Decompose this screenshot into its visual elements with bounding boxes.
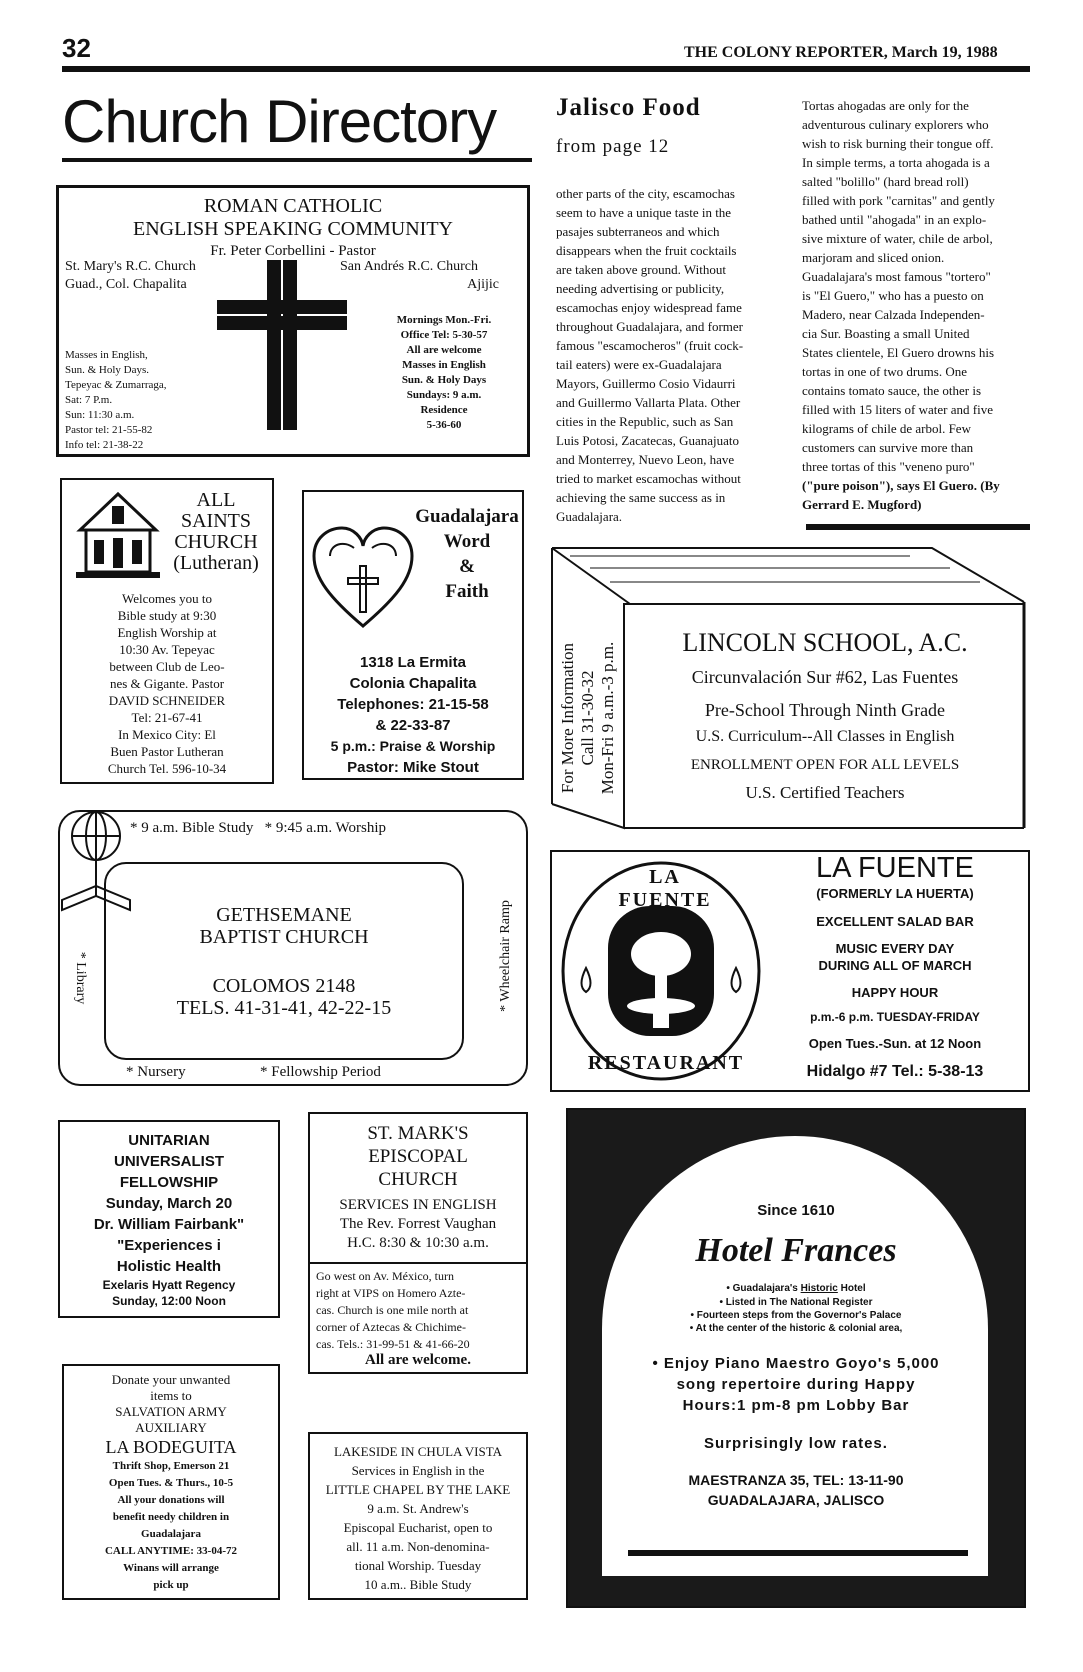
unitarian-small-line: Sunday, 12:00 Noon — [112, 1294, 226, 1308]
article-col1-line: are taken above ground. Without — [556, 262, 726, 277]
hotel-bottom-rule — [628, 1550, 968, 1556]
la-fuente-hours: p.m.-6 p.m. TUESDAY-FRIDAY — [810, 1010, 980, 1024]
st-marks-direction: right at VIPS on Homero Azte- — [316, 1286, 466, 1300]
la-fuente-name: LA FUENTE — [816, 852, 974, 884]
article-col2-line: contains tomato sauce, the other is — [802, 383, 982, 398]
masthead-rule — [62, 66, 1030, 72]
word-faith-ad — [302, 490, 524, 780]
all-saints-line: nes & Gigante. Pastor — [109, 676, 225, 691]
bodeguita-line: Thrift Shop, Emerson 21 — [112, 1460, 230, 1472]
all-saints-line: 10:30 Av. Tepeyac — [119, 642, 215, 657]
all-saints-line: between Club de Leo- — [109, 659, 225, 674]
st-marks-ad — [308, 1112, 528, 1374]
la-fuente-ad — [550, 850, 1030, 1092]
page-number: 32 — [62, 33, 91, 63]
hotel-bullet: • At the center of the historic & colonial area, — [689, 1323, 903, 1334]
article-col1-line: achieving the same success as in — [556, 490, 726, 505]
la-fuente-address: Hidalgo #7 Tel.: 5-38-13 — [806, 1063, 984, 1080]
lincoln-grades: Pre-School Through Ninth Grade — [704, 700, 946, 720]
paper-date: THE COLONY REPORTER, March 19, 1988 — [684, 44, 998, 61]
article-col2-line: Madero, near Calzada Independen- — [802, 307, 985, 322]
rc-right-line: 5-36-60 — [426, 419, 462, 431]
article-headline: Jalisco Food — [556, 94, 701, 121]
cross-icon — [217, 260, 347, 430]
lincoln-teachers: U.S. Certified Teachers — [745, 783, 905, 802]
la-fuente-music2: DURING ALL OF MARCH — [818, 958, 972, 973]
article-col1-line: and Guillermo Vallarta Plata. Other — [556, 395, 741, 410]
lincoln-side-line: Mon-Fri 9 a.m.-3 p.m. — [598, 641, 617, 795]
gethsemane-address: TELS. 41-31-41, 42-22-15 — [176, 997, 392, 1019]
bodeguita-name: LA BODEGUITA — [105, 1437, 237, 1457]
all-saints-line: Bible study at 9:30 — [117, 608, 217, 623]
gethsemane-fellowship: * Fellowship Period — [260, 1064, 381, 1080]
all-saints-line: Church Tel. 596-10-34 — [107, 761, 227, 776]
rc-right-line: Sun. & Holy Days — [401, 374, 487, 386]
all-saints-line: Welcomes you to — [122, 591, 212, 606]
word-faith-line: 5 p.m.: Praise & Worship — [330, 738, 496, 754]
st-marks-welcome: All are welcome. — [365, 1352, 471, 1368]
unitarian-small-line: Exelaris Hyatt Regency — [102, 1278, 236, 1292]
word-faith-line: Colonia Chapalita — [349, 675, 477, 692]
article-col1-line: Guadalajara. — [556, 509, 623, 524]
hotel-piano: Hours:1 pm-8 pm Lobby Bar — [682, 1397, 910, 1414]
rc-pastor: Fr. Peter Corbellini - Pastor — [210, 243, 376, 259]
lakeside-line: all. 11 a.m. Non-denomina- — [346, 1539, 490, 1554]
hotel-piano: • Enjoy Piano Maestro Goyo's 5,000 — [652, 1355, 940, 1372]
st-marks-direction: cas. Tels.: 31-99-51 & 41-66-20 — [316, 1337, 470, 1351]
hotel-bullet: • Listed in The National Register — [719, 1297, 873, 1308]
la-fuente-open: Open Tues.-Sun. at 12 Noon — [808, 1036, 982, 1051]
lakeside-line: LAKESIDE IN CHULA VISTA — [333, 1444, 503, 1459]
directory-title-rule — [62, 158, 532, 162]
article-col2-line: bathed until "ahogada" in an explo- — [802, 212, 987, 227]
article-col1-line: Luis Potosi, Zacatecas, Guanajuato — [556, 433, 740, 448]
st-marks-divider — [310, 1262, 526, 1264]
st-marks-title: EPISCOPAL — [368, 1146, 468, 1167]
all-saints-title: ALL — [196, 489, 236, 511]
la-fuente-logo-top: LA FUENTE — [618, 866, 712, 911]
all-saints-line: Buen Pastor Lutheran — [110, 744, 224, 759]
rc-heading-2: ENGLISH SPEAKING COMMUNITY — [133, 218, 453, 240]
st-marks-direction: corner of Aztecas & Chichime- — [316, 1320, 466, 1334]
article-col2-line: three tortas of this "veneno puro" — [802, 459, 975, 474]
article-col1-line: Mayors, Guillermo Cosio Vidaurri — [556, 376, 736, 391]
st-marks-services: H.C. 8:30 & 10:30 a.m. — [347, 1235, 489, 1251]
gethsemane-top-line: * 9 a.m. Bible Study * 9:45 a.m. Worship — [130, 820, 387, 836]
lincoln-school-ad — [550, 546, 1030, 836]
roman-catholic-ad — [56, 185, 530, 457]
article-col1-line: throughout Guadalajara, and former — [556, 319, 743, 334]
la-fuente-salad: EXCELLENT SALAD BAR — [816, 914, 974, 929]
rc-heading-1: ROMAN CATHOLIC — [203, 195, 383, 217]
article-col1-line: other parts of the city, escamochas — [556, 186, 735, 201]
all-saints-line: English Worship at — [117, 625, 217, 640]
heart-cross-icon — [310, 522, 416, 632]
bodeguita-line: SALVATION ARMY — [115, 1404, 227, 1419]
unitarian-line: FELLOWSHIP — [119, 1174, 219, 1191]
lakeside-line: tional Worship. Tuesday — [354, 1558, 482, 1573]
rc-right-church: San Andrés R.C. Church — [339, 259, 479, 274]
bodeguita-line: Winans will arrange — [123, 1562, 219, 1574]
lakeside-line: 10 a.m.. Bible Study — [364, 1577, 472, 1592]
unitarian-line: UNITARIAN — [128, 1132, 210, 1149]
hotel-address2: GUADALAJARA, JALISCO — [707, 1492, 885, 1508]
word-faith-line: & 22-33-87 — [375, 717, 451, 734]
lincoln-enrollment: ENROLLMENT OPEN FOR ALL LEVELS — [690, 757, 960, 773]
article-col2-line: marjoram and sliced onion. — [802, 250, 945, 265]
lakeside-line: Episcopal Eucharist, open to — [343, 1520, 493, 1535]
article-col1-line: disappears when the fruit cocktails — [556, 243, 737, 258]
bodeguita-line: Guadalajara — [141, 1528, 201, 1540]
word-faith-title: Guadalajara — [415, 506, 519, 527]
article-col2-line: adventurous culinary explorers who — [802, 117, 989, 132]
bodeguita-line: CALL ANYTIME: 33-04-72 — [104, 1545, 237, 1557]
lincoln-side-line: For More Information — [558, 642, 577, 794]
rc-left-line: Sun. & Holy Days. — [65, 364, 150, 376]
all-saints-line: In Mexico City: El — [118, 727, 216, 742]
unitarian-line: Dr. William Fairbank" — [93, 1216, 245, 1233]
article-col1-line: and Monterrey, Nuevo Leon, have — [556, 452, 735, 467]
la-fuente-formerly: (FORMERLY LA HUERTA) — [816, 886, 974, 901]
bodeguita-line: benefit needy children in — [112, 1511, 230, 1523]
all-saints-line: DAVID SCHNEIDER — [108, 693, 226, 708]
lakeside-line: 9 a.m. St. Andrew's — [367, 1501, 469, 1516]
word-faith-title: Faith — [445, 581, 489, 602]
rc-right-location: Ajijic — [467, 277, 499, 292]
article-col1-line: escamochas enjoy widespread fame — [556, 300, 742, 315]
la-fuente-happy: HAPPY HOUR — [851, 985, 939, 1000]
lakeside-ad — [308, 1432, 528, 1600]
article-col2-line: wish to risk burning their tongue off. — [802, 136, 994, 151]
unitarian-line: Sunday, March 20 — [105, 1195, 233, 1212]
gethsemane-address: COLOMOS 2148 — [212, 975, 356, 997]
article-col2-line: tortas in one of two drums. One — [802, 364, 968, 379]
article-col1-line: tried to market escamochas without — [556, 471, 741, 486]
all-saints-title: SAINTS — [180, 510, 251, 532]
bodeguita-line: pick up — [153, 1579, 189, 1591]
article-end-rule — [806, 524, 1030, 530]
word-faith-line: Pastor: Mike Stout — [347, 759, 479, 776]
bodeguita-ad — [62, 1364, 280, 1600]
bodeguita-line: Open Tues. & Thurs., 10-5 — [108, 1477, 234, 1489]
word-faith-title: & — [459, 556, 475, 577]
rc-left-line: Pastor tel: 21-55-82 — [65, 424, 153, 436]
gethsemane-nursery: * Nursery — [126, 1064, 186, 1080]
article-col2-line: Tortas ahogadas are only for the — [802, 98, 969, 113]
hotel-since: Since 1610 — [757, 1202, 835, 1219]
article-col2-line: filled with 15 liters of water and five — [802, 402, 993, 417]
all-saints-line: Tel: 21-67-41 — [131, 710, 203, 725]
rc-left-line: Sun: 11:30 a.m. — [65, 409, 135, 421]
unitarian-line: "Experiences i — [117, 1237, 221, 1254]
lincoln-address: Circunvalación Sur #62, Las Fuentes — [691, 667, 959, 687]
st-marks-title: CHURCH — [378, 1169, 458, 1190]
st-marks-direction: Go west on Av. México, turn — [316, 1269, 454, 1283]
gethsemane-name: GETHSEMANE — [216, 904, 352, 926]
lakeside-line: Services in English in the — [351, 1463, 485, 1478]
bodeguita-line: items to — [150, 1388, 192, 1403]
article-col2-line: Guadalajara's most famous "tortero" — [802, 269, 991, 284]
rc-left-line: Tepeyac & Zumarraga, — [65, 379, 167, 391]
rc-left-line: Info tel: 21-38-22 — [65, 439, 144, 451]
unitarian-ad — [58, 1120, 280, 1318]
article-col1-line: seem to have a unique taste in the — [556, 205, 732, 220]
rc-left-church: St. Mary's R.C. Church — [65, 259, 196, 274]
article-col2-line: ("pure poison"), says El Guero. (By — [802, 478, 1000, 493]
hotel-name: Hotel Frances — [695, 1232, 897, 1269]
gethsemane-inner-frame — [104, 862, 464, 1060]
bodeguita-line: All your donations will — [117, 1494, 225, 1506]
word-faith-title: Word — [443, 531, 491, 552]
article-col2-line: sive mixture of water, chile de arbol, — [802, 231, 993, 246]
article-subhead: from page 12 — [556, 136, 670, 157]
bodeguita-line: Donate your unwanted — [111, 1372, 231, 1387]
gethsemane-ad — [58, 810, 528, 1086]
word-faith-line: Telephones: 21-15-58 — [337, 696, 489, 713]
rc-right-line: Sundays: 9 a.m. — [406, 389, 482, 401]
article-col1-line: needing advertising or publicity, — [556, 281, 725, 296]
article-col2-line: salted "bolillo" (hard bread roll) — [802, 174, 969, 189]
rc-right-line: Masses in English — [402, 359, 486, 371]
rc-right-line: All are welcome — [406, 344, 482, 356]
bodeguita-line: AUXILIARY — [135, 1420, 207, 1435]
hotel-piano: song repertoire during Happy — [676, 1376, 916, 1393]
lincoln-curriculum: U.S. Curriculum--All Classes in English — [695, 728, 955, 745]
st-marks-title: ST. MARK'S — [367, 1123, 469, 1144]
unitarian-line: Holistic Health — [116, 1258, 222, 1275]
lincoln-name: LINCOLN SCHOOL, A.C. — [682, 628, 968, 657]
hotel-rates: Surprisingly low rates. — [704, 1435, 888, 1452]
la-fuente-music1: MUSIC EVERY DAY — [835, 941, 955, 956]
all-saints-title: CHURCH — [174, 531, 258, 553]
article-col2-line: In simple terms, a torta ahogada is a — [802, 155, 990, 170]
article-col2-line: filled with pork "carnitas" and gently — [802, 193, 995, 208]
rc-right-line: Office Tel: 5-30-57 — [400, 329, 488, 341]
lakeside-line: LITTLE CHAPEL BY THE LAKE — [325, 1482, 511, 1497]
lincoln-side-line: Call 31-30-32 — [578, 670, 597, 766]
article-col1-line: cities in the Republic, such as San — [556, 414, 734, 429]
la-fuente-logo-bottom: RESTAURANT — [587, 1052, 745, 1074]
gethsemane-library: * Library — [73, 951, 88, 1005]
hotel-address1: MAESTRANZA 35, TEL: 13-11-90 — [688, 1472, 904, 1488]
directory-title: Church Directory — [62, 88, 497, 155]
article-col1-line: pasajes subterraneos and which — [556, 224, 720, 239]
article-col2-line: is "El Guero," who has a puesto on — [802, 288, 984, 303]
gethsemane-wheelchair: * Wheelchair Ramp — [498, 900, 513, 1012]
word-faith-line: 1318 La Ermita — [360, 654, 466, 671]
article-col2-line: customers can survive more than — [802, 440, 974, 455]
article-col2-line: Gerrard E. Mugford) — [802, 497, 922, 512]
rc-left-line: Sat: 7 P.m. — [65, 394, 113, 406]
st-marks-services: SERVICES IN ENGLISH — [339, 1197, 497, 1213]
article-col1-line: famous "escamocheros" (fruit cock- — [556, 338, 744, 353]
article-col1-line: tail eaters) were ex-Guadalajara — [556, 357, 722, 372]
all-saints-title: (Lutheran) — [173, 552, 259, 574]
st-marks-direction: cas. Church is one mile north at — [316, 1303, 469, 1317]
hotel-bullet-historic: • Guadalajara's Historic Hotel — [726, 1283, 866, 1294]
rc-left-line: Masses in English, — [65, 349, 148, 361]
hotel-frances-ad — [566, 1108, 1026, 1608]
rc-right-line: Residence — [420, 404, 468, 416]
rc-right-line: Mornings Mon.-Fri. — [396, 314, 492, 326]
article-col2-line: cia Sur. Boasting a small United — [802, 326, 970, 341]
article-col2-line: kilograms of chile de arbol. Few — [802, 421, 971, 436]
unitarian-line: UNIVERSALIST — [113, 1153, 224, 1170]
article-col2-line: States clientele, El Guero drowns his — [802, 345, 995, 360]
hotel-bullet: • Fourteen steps from the Governor's Palace — [690, 1310, 902, 1321]
all-saints-ad — [60, 478, 274, 784]
st-marks-services: The Rev. Forrest Vaughan — [339, 1216, 497, 1232]
rc-left-location: Guad., Col. Chapalita — [65, 277, 187, 292]
gethsemane-name: BAPTIST CHURCH — [199, 926, 369, 948]
church-building-icon — [72, 490, 164, 582]
